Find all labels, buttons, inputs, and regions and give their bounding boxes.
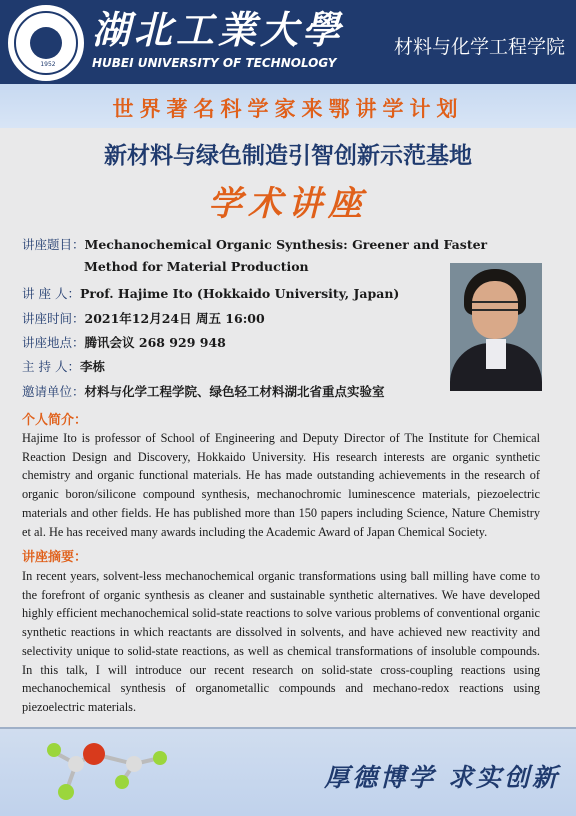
- host-row: [22, 357, 105, 375]
- inviter-value: 材料与化学工程学院、绿色轻工材料湖北省重点实验室: [84, 384, 385, 399]
- seal-year: 1952: [40, 61, 56, 68]
- bio-text: Hajime Ito is professor of School of Engineering and Deputy Director of The Institute for Chemical Reaction Design and Discovery, Hokkaido University. His research interests are organic synthetic chemistry and organic functional materials. He has made outstanding achievements in the research of organic boron/silicone compound synthesis, mechanochromic luminescence materials, piezoelectric materials and other fields. He has published more than 150 papers including Science, Nature Chemistry et al. He has received many awards including the Academic Award of Japan Chemical Society.: [22, 431, 540, 539]
- inviter-label: 邀请单位：: [22, 384, 85, 399]
- university-name-cn: 湖北工業大學: [92, 7, 345, 52]
- abstract-heading: 讲座摘要：: [22, 550, 88, 565]
- university-motto: 厚德博学 求实创新: [324, 763, 560, 792]
- molecule-icon: [30, 734, 180, 806]
- program-title: 世界著名科学家来鄂讲学计划: [112, 97, 464, 121]
- host-value: 李栋: [79, 359, 105, 374]
- place-value: 腾讯会议 268 929 948: [84, 335, 226, 350]
- speaker-row: [22, 284, 399, 302]
- university-name-en: HUBEI UNIVERSITY OF TECHNOLOGY: [92, 56, 337, 70]
- host-label: 主 持 人：: [22, 359, 80, 374]
- speaker-value: Prof. Hajime Ito (Hokkaido University, Japan): [79, 286, 400, 301]
- base-title: 新材料与绿色制造引智创新示范基地: [104, 143, 472, 169]
- topic-row: [22, 235, 487, 253]
- topic-value-cont: Method for Material Production: [84, 259, 309, 274]
- time-value: 2021年12月24日 周五 16:00: [84, 311, 265, 326]
- topic-value: Mechanochemical Organic Synthesis: Greener and Faster: [84, 237, 488, 252]
- university-seal-logo: [8, 5, 84, 81]
- speaker-label: 讲 座 人：: [22, 286, 80, 301]
- topic-label: 讲座题目：: [22, 237, 85, 252]
- inviter-row: [22, 382, 385, 400]
- time-row: [22, 309, 265, 327]
- college-name: 材料与化学工程学院: [393, 36, 565, 58]
- lecture-title: 学术讲座: [208, 184, 368, 224]
- place-label: 讲座地点：: [22, 335, 85, 350]
- speaker-portrait: [450, 263, 542, 391]
- time-label: 讲座时间：: [22, 311, 85, 326]
- bio-heading: 个人简介：: [22, 413, 88, 428]
- abstract-text: In recent years, solvent-less mechanochemical organic transformations using ball milling have come to the forefront of organic synthesis as cleaner and sustainable synthetic alternatives. We have developed highly efficient mechanochemical solid-state reactions to solve various problems of conventional organic synthetic reactions in which reactants are dissolved in solvents, and have achieved new reactivity and selectivity unique to solid-state reactions, as well as chemical transformations of insoluble compounds. In this talk, I will introduce our recent research on solid-state cross-coupling reactions using mechanochemical synthesis of organometallic compounds and mechano-redox reactions using piezoelectric materials.: [22, 569, 540, 714]
- place-row: [22, 333, 226, 351]
